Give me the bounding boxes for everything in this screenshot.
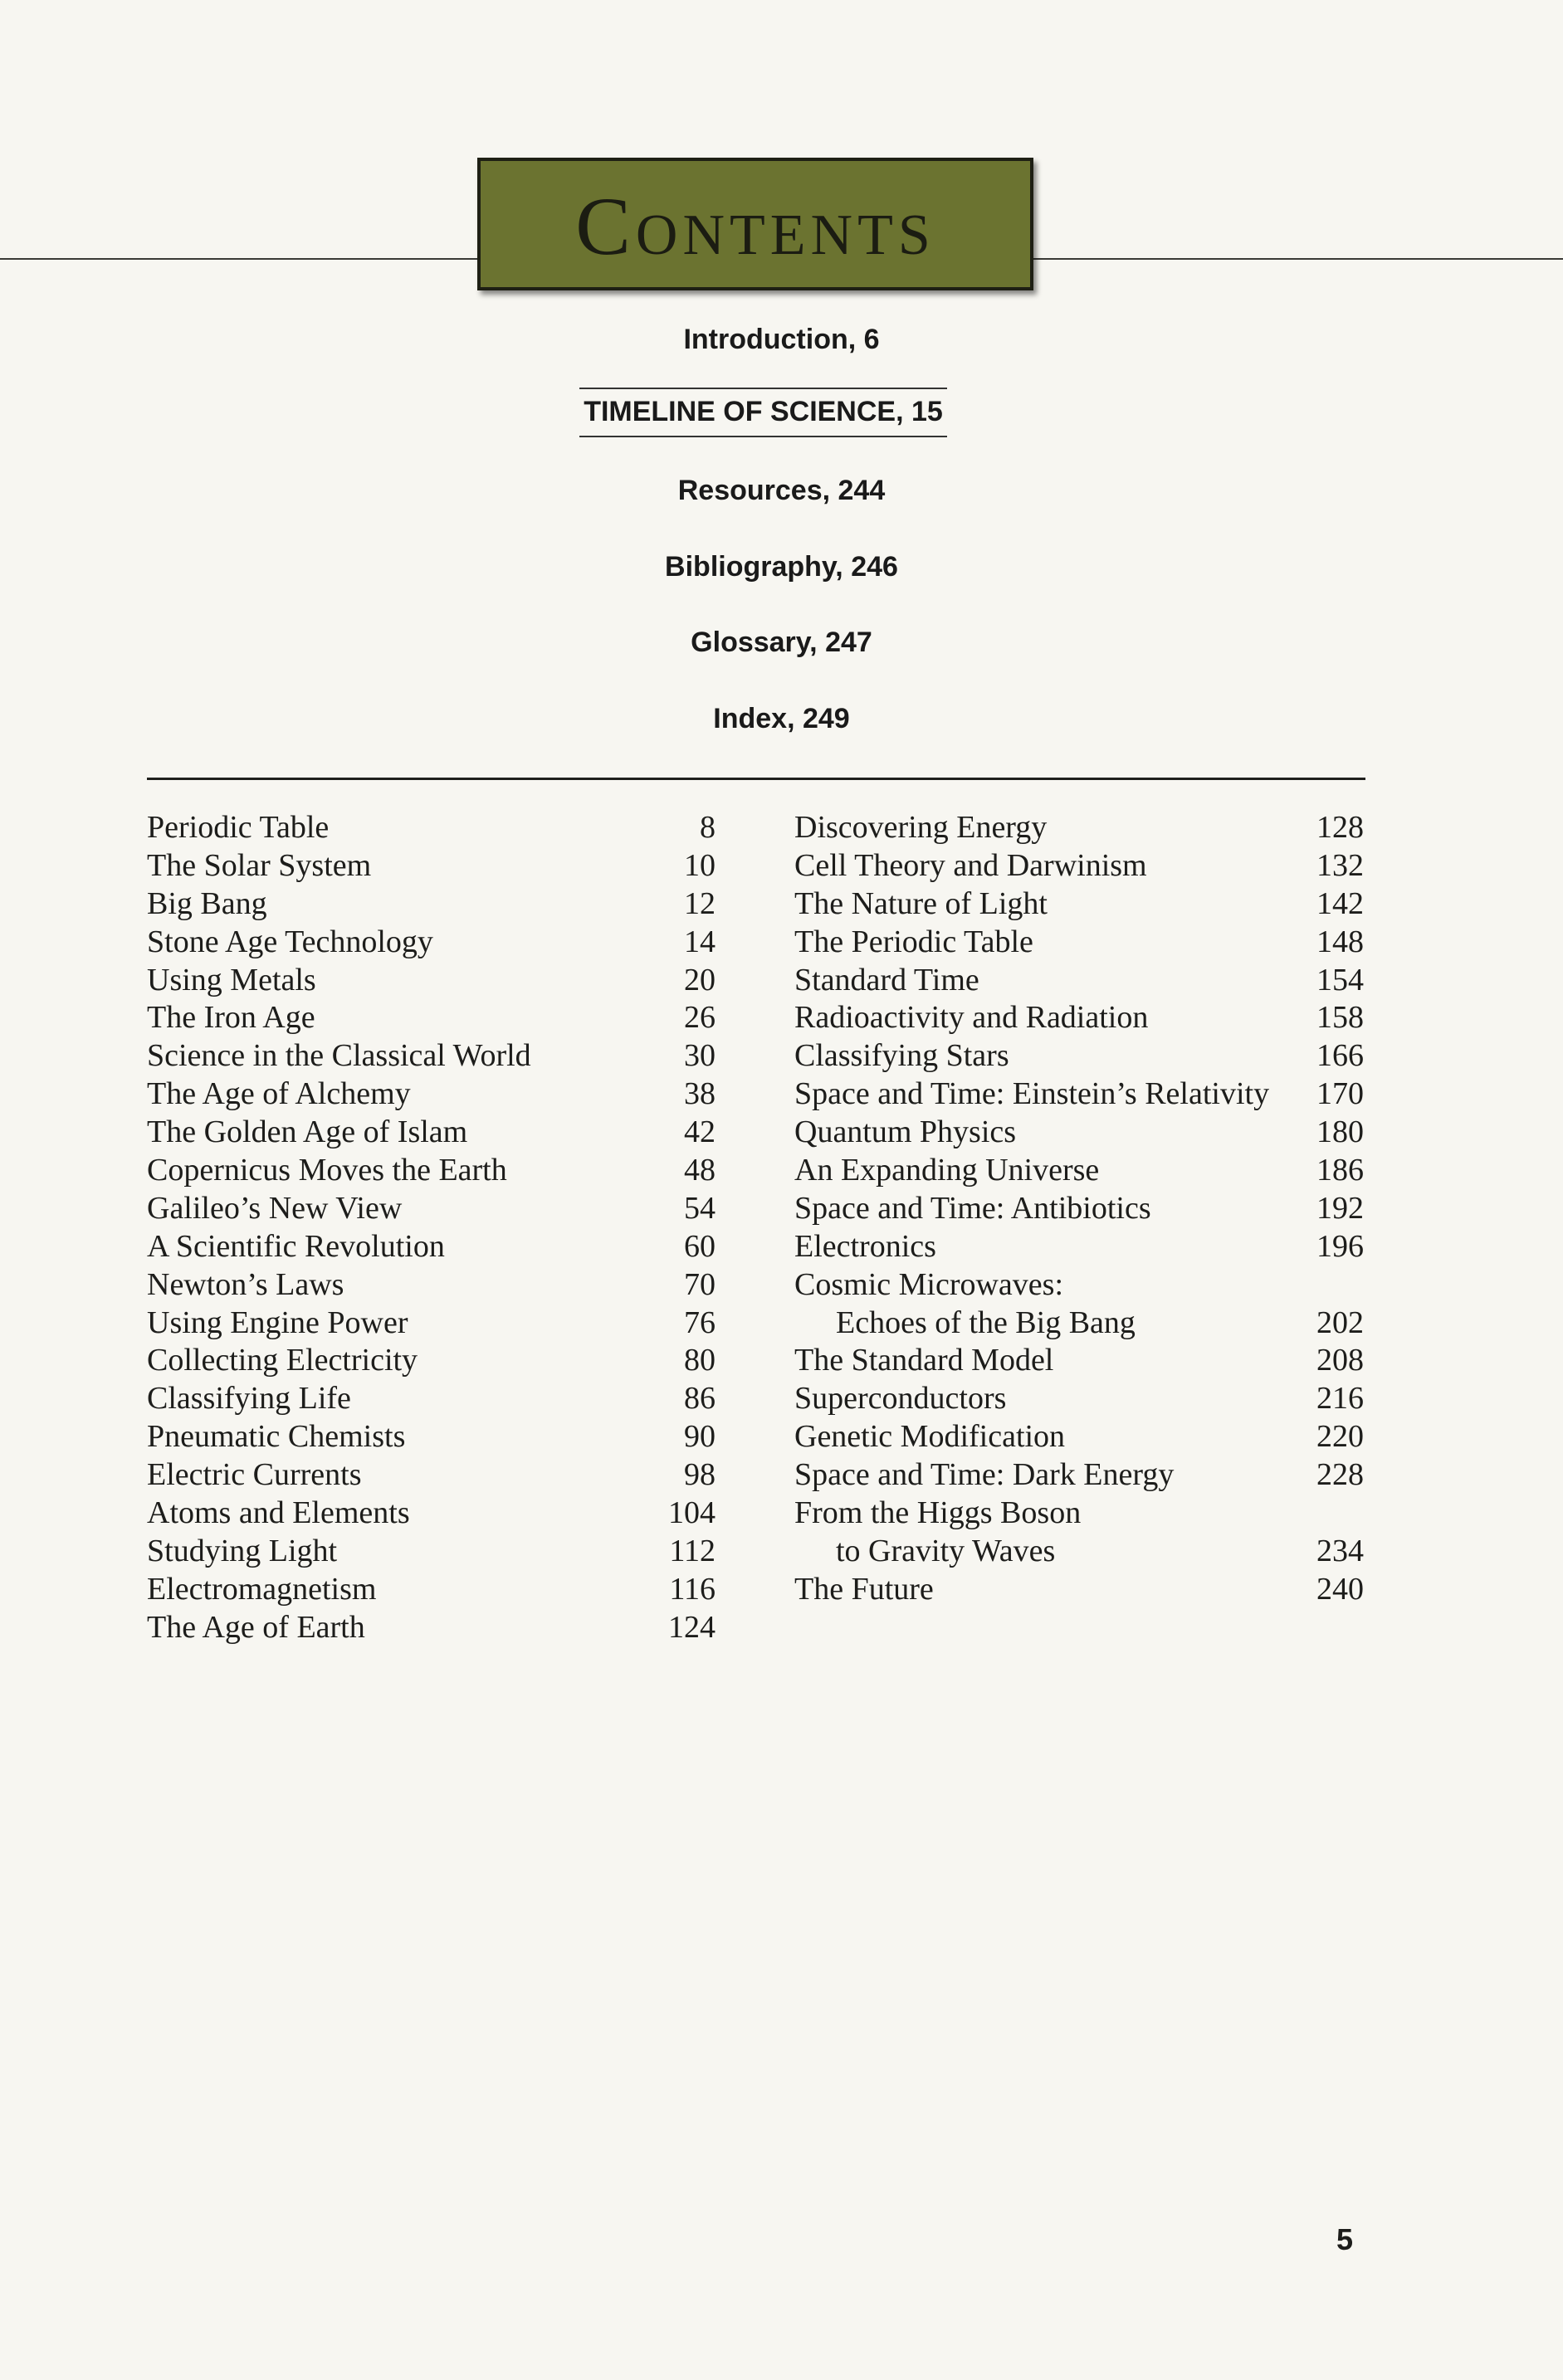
toc-left-column: [147, 809, 716, 1647]
toc-entry-page: 124: [668, 1609, 716, 1645]
front-matter-bibliography[interactable]: Bibliography, 246: [665, 551, 898, 583]
toc-entry[interactable]: [794, 999, 1364, 1037]
toc-entry-title: Science in the Classical World: [147, 1038, 531, 1074]
toc-entry-title: Superconductors: [794, 1381, 1007, 1417]
toc-entry[interactable]: [794, 1075, 1364, 1114]
toc-entry-title: Galileo’s New View: [147, 1190, 403, 1226]
toc-entry-title: Periodic Table: [147, 810, 330, 845]
toc-entry[interactable]: [794, 1418, 1364, 1456]
toc-entry-title: The Standard Model: [794, 1343, 1054, 1378]
toc-entry-title: Collecting Electricity: [147, 1343, 418, 1378]
toc-entry[interactable]: [794, 847, 1364, 885]
toc-entry-title: Studying Light: [147, 1533, 338, 1568]
toc-entry-page: 216: [1316, 1381, 1364, 1417]
section-divider: [147, 778, 1365, 780]
toc-entry-page: 54: [684, 1190, 716, 1226]
toc-entry-page: 12: [684, 885, 716, 921]
toc-entry-title: The Nature of Light: [794, 885, 1048, 921]
toc-entry[interactable]: [794, 1380, 1364, 1418]
toc-entry-title: An Expanding Universe: [794, 1153, 1100, 1188]
toc-entry[interactable]: [147, 1075, 716, 1114]
toc-entry-title: Quantum Physics: [794, 1114, 1017, 1150]
toc-entry[interactable]: [147, 1266, 716, 1305]
toc-entry-page: 60: [684, 1228, 716, 1264]
toc-entry[interactable]: [147, 1114, 716, 1152]
toc-entry-title: Copernicus Moves the Earth: [147, 1153, 507, 1188]
toc-entry[interactable]: [147, 1190, 716, 1228]
toc-entry[interactable]: [794, 809, 1364, 847]
toc-entry[interactable]: [794, 1571, 1364, 1609]
toc-entry[interactable]: [794, 1114, 1364, 1152]
toc-entry[interactable]: [794, 1495, 1364, 1533]
toc-entry-page: 170: [1316, 1076, 1364, 1112]
toc-entry[interactable]: [794, 1228, 1364, 1266]
page-title: Contents: [575, 180, 935, 272]
toc-entry-title: The Periodic Table: [794, 924, 1033, 959]
toc-entry-title: Using Engine Power: [147, 1305, 408, 1340]
toc-entry-page: 112: [669, 1533, 716, 1568]
toc-entry[interactable]: [147, 1228, 716, 1266]
toc-entry-page: 80: [684, 1343, 716, 1378]
toc-entry-page: 132: [1316, 847, 1364, 883]
toc-entry-page: 20: [684, 962, 716, 997]
toc-entry-page: 104: [668, 1495, 716, 1531]
toc-entry[interactable]: [147, 1533, 716, 1571]
toc-entry[interactable]: [794, 962, 1364, 1000]
toc-entry-title: The Solar System: [147, 847, 372, 883]
toc-entry-title: Cosmic Microwaves:: [794, 1266, 1064, 1302]
toc-entry-page: 142: [1316, 885, 1364, 921]
toc-entry-title: Atoms and Elements: [147, 1495, 410, 1531]
toc-entry[interactable]: [147, 1380, 716, 1418]
toc-entry[interactable]: [147, 809, 716, 847]
toc-entry-page: 76: [684, 1305, 716, 1340]
toc-entry-page: 202: [1316, 1305, 1364, 1340]
toc-entry-title: Genetic Modification: [794, 1419, 1066, 1455]
toc-entry[interactable]: [794, 1190, 1364, 1228]
toc-entry[interactable]: [794, 1305, 1364, 1343]
toc-entry-title: to Gravity Waves: [836, 1533, 1056, 1568]
toc-entry-title: Using Metals: [147, 962, 316, 997]
toc-entry[interactable]: [794, 885, 1364, 924]
toc-entry-title: Classifying Stars: [794, 1038, 1009, 1074]
toc-entry-page: 86: [684, 1381, 716, 1417]
toc-entry-page: 48: [684, 1153, 716, 1188]
toc-entry-page: 158: [1316, 1000, 1364, 1036]
toc-entry-page: 30: [684, 1038, 716, 1074]
toc-entry-title: Classifying Life: [147, 1381, 351, 1417]
toc-entry-title: Electric Currents: [147, 1457, 362, 1493]
toc-entry-title: The Golden Age of Islam: [147, 1114, 468, 1150]
toc-entry[interactable]: [147, 1495, 716, 1533]
toc-entry[interactable]: [147, 1571, 716, 1609]
toc-entry-title: Space and Time: Dark Energy: [794, 1457, 1175, 1493]
page-number: 5: [1336, 2222, 1354, 2256]
toc-right-column: [794, 809, 1364, 1609]
toc-entry[interactable]: [147, 962, 716, 1000]
toc-entry-title: Discovering Energy: [794, 810, 1048, 845]
toc-entry-page: 192: [1316, 1190, 1364, 1226]
toc-entry-page: 8: [700, 810, 716, 845]
toc-entry-title: Stone Age Technology: [147, 924, 433, 959]
toc-entry-page: 208: [1316, 1343, 1364, 1378]
toc-entry-title: Echoes of the Big Bang: [836, 1305, 1136, 1340]
toc-entry-title: The Future: [794, 1571, 934, 1607]
contents-title-box: [477, 158, 1033, 290]
toc-entry[interactable]: [794, 1037, 1364, 1075]
toc-entry-page: 38: [684, 1076, 716, 1112]
toc-entry[interactable]: [147, 999, 716, 1037]
toc-entry[interactable]: [794, 1342, 1364, 1380]
toc-entry-page: 26: [684, 1000, 716, 1036]
toc-entry[interactable]: [147, 1342, 716, 1380]
toc-entry-title: A Scientific Revolution: [147, 1228, 445, 1264]
toc-entry-title: The Age of Alchemy: [147, 1076, 411, 1112]
toc-entry-page: 154: [1316, 962, 1364, 997]
front-matter-glossary[interactable]: Glossary, 247: [691, 627, 872, 658]
toc-entry[interactable]: [794, 1456, 1364, 1495]
toc-entry[interactable]: [794, 924, 1364, 962]
toc-entry[interactable]: [147, 885, 716, 924]
toc-entry-page: 186: [1316, 1153, 1364, 1188]
toc-entry-page: 10: [684, 847, 716, 883]
front-matter-resources[interactable]: Resources, 244: [677, 475, 886, 506]
front-matter-timeline[interactable]: TIMELINE OF SCIENCE, 15: [579, 388, 947, 437]
toc-entry-page: 116: [669, 1571, 716, 1607]
toc-entry-title: The Iron Age: [147, 1000, 315, 1036]
toc-entry[interactable]: [794, 1152, 1364, 1190]
toc-entry-page: 98: [684, 1457, 716, 1493]
toc-entry-title: Space and Time: Einstein’s Relativity: [794, 1076, 1270, 1112]
toc-entry-title: Standard Time: [794, 962, 979, 997]
toc-entry[interactable]: [147, 1037, 716, 1075]
toc-entry-title: Space and Time: Antibiotics: [794, 1190, 1151, 1226]
toc-entry-page: 70: [684, 1266, 716, 1302]
toc-entry[interactable]: [147, 847, 716, 885]
toc-entry[interactable]: [147, 1609, 716, 1647]
toc-entry-page: 196: [1316, 1228, 1364, 1264]
toc-entry-title: From the Higgs Boson: [794, 1495, 1082, 1531]
toc-entry-title: Electromagnetism: [147, 1571, 377, 1607]
toc-entry[interactable]: [794, 1266, 1364, 1305]
toc-entry-title: Big Bang: [147, 885, 267, 921]
toc-entry-title: The Age of Earth: [147, 1609, 365, 1645]
front-matter-index[interactable]: Index, 249: [713, 703, 850, 734]
toc-entry-page: 240: [1316, 1571, 1364, 1607]
toc-entry-title: Radioactivity and Radiation: [794, 1000, 1149, 1036]
toc-entry-page: 180: [1316, 1114, 1364, 1150]
toc-entry-title: Electronics: [794, 1228, 936, 1264]
toc-entry-page: 14: [684, 924, 716, 959]
front-matter-introduction[interactable]: Introduction, 6: [683, 324, 880, 355]
toc-entry-page: 90: [684, 1419, 716, 1455]
toc-entry-page: 234: [1316, 1533, 1364, 1568]
toc-entry-page: 42: [684, 1114, 716, 1150]
toc-entry-page: 128: [1316, 810, 1364, 845]
toc-entry[interactable]: [794, 1533, 1364, 1571]
toc-entry-page: 148: [1316, 924, 1364, 959]
toc-entry-page: 166: [1316, 1038, 1364, 1074]
toc-entry-page: 220: [1316, 1419, 1364, 1455]
toc-entry[interactable]: [147, 1418, 716, 1456]
toc-entry[interactable]: [147, 1456, 716, 1495]
toc-entry-page: 228: [1316, 1457, 1364, 1493]
toc-entry-title: Newton’s Laws: [147, 1266, 344, 1302]
toc-entry[interactable]: [147, 1152, 716, 1190]
toc-entry[interactable]: [147, 1305, 716, 1343]
toc-entry-title: Cell Theory and Darwinism: [794, 847, 1147, 883]
toc-entry[interactable]: [147, 924, 716, 962]
toc-entry-title: Pneumatic Chemists: [147, 1419, 406, 1455]
